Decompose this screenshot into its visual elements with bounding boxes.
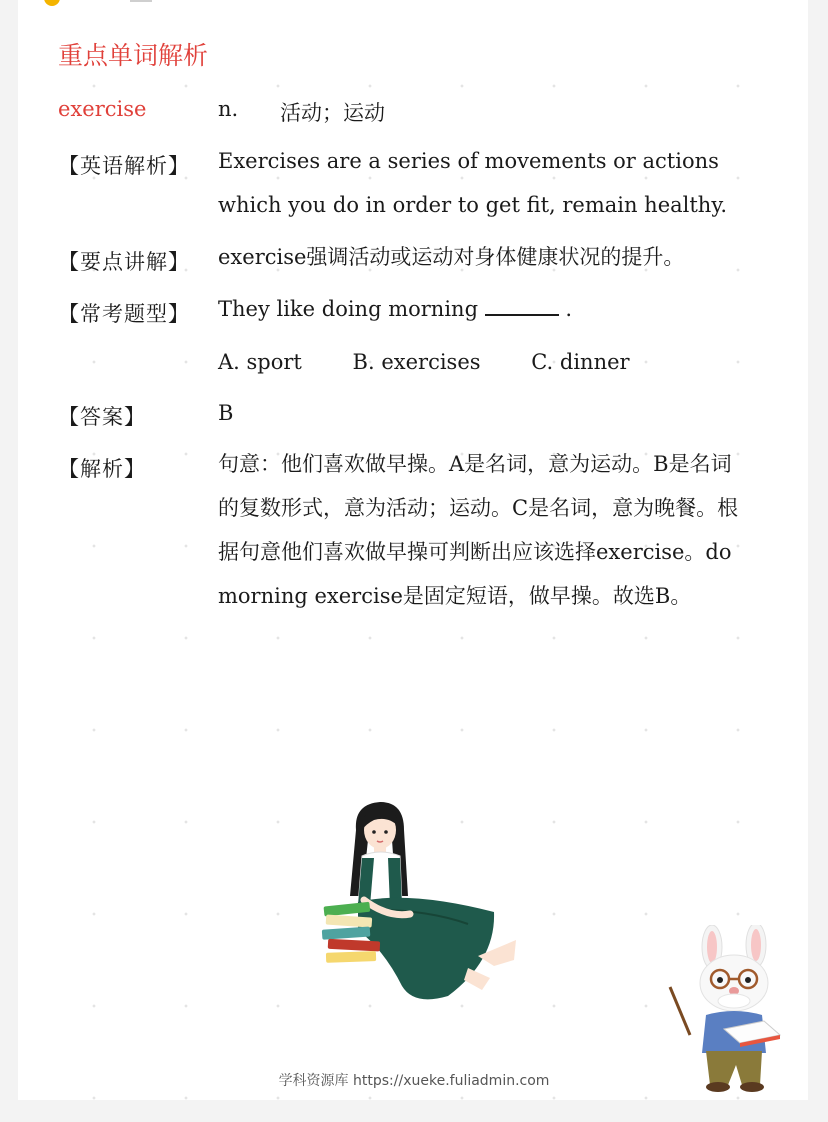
answer-text: B [218, 401, 234, 425]
section-title: 重点单词解析 [58, 41, 209, 70]
part-of-speech: n. [218, 97, 239, 121]
answer-options [218, 350, 674, 374]
word-meaning: 活动；运动 [280, 101, 385, 125]
girl-with-books-illustration [318, 800, 528, 1010]
option-c: C. dinner [531, 350, 630, 374]
option-b: B. exercises [352, 350, 481, 374]
english-definition-label: 【英语解析】 [58, 154, 190, 178]
answer-blank [485, 296, 559, 316]
question-stem-after: . [558, 297, 573, 321]
question-stem [218, 287, 748, 331]
english-definition-text: Exercises are a series of movements or actions which you do in order to get fit, remain healthy. [218, 149, 728, 217]
key-points-label: 【要点讲解】 [58, 250, 190, 274]
analysis-label: 【解析】 [58, 457, 146, 481]
question-stem-before: They like doing morning [218, 297, 485, 321]
header-divider [130, 0, 152, 2]
footer-source: 学科资源库 https://xueke.fuliadmin.com [278, 1073, 550, 1089]
question-label: 【常考题型】 [58, 302, 190, 326]
answer-label: 【答案】 [58, 405, 146, 429]
analysis-text: 句意：他们喜欢做早操。A是名词，意为运动。B是名词的复数形式，意为活动；运动。C是名词，意为晚餐。根据句意他们喜欢做早操可判断出应该选择exercise。do morning exercise是固定短语，做早操。故选B。 [218, 452, 739, 608]
vocab-word: exercise [58, 97, 147, 121]
option-a: A. sport [218, 350, 302, 374]
key-points-text: exercise强调活动或运动对身体健康状况的提升。 [218, 245, 685, 269]
